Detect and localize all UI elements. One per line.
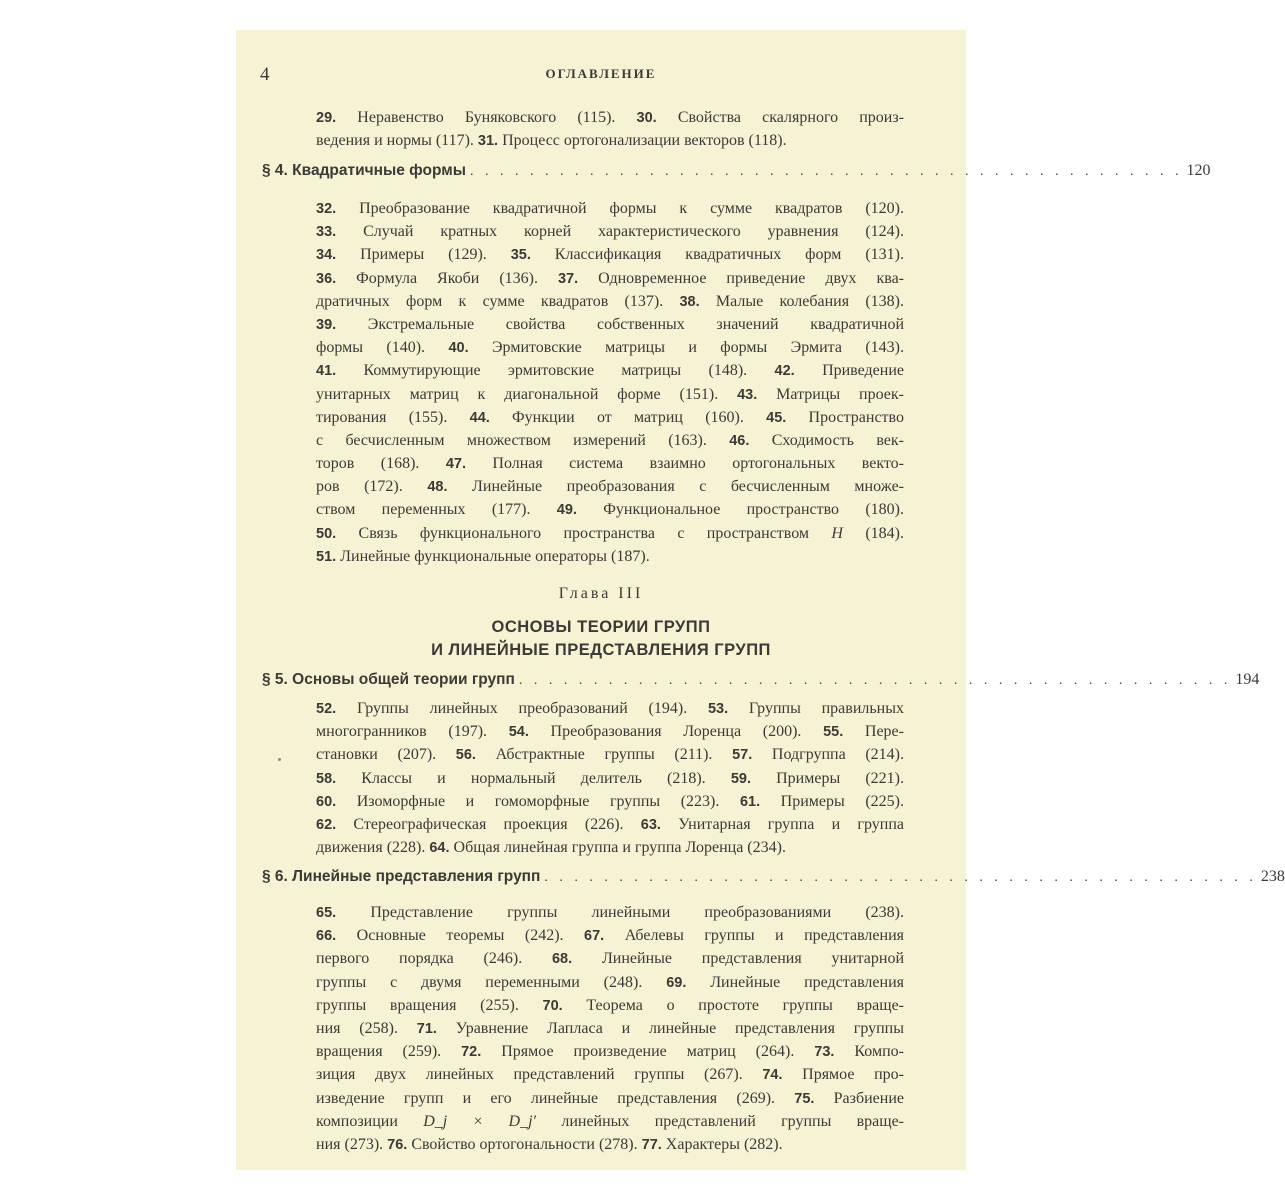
toc-line	[316, 901, 904, 924]
chapter-label: Глава III	[558, 585, 644, 602]
item-text: группы с двумя переменными (248).	[316, 973, 667, 991]
section-heading-quadratic-forms	[262, 162, 1211, 188]
toc-line	[316, 475, 904, 498]
item-text: многогранников (197).	[316, 723, 509, 741]
item-text: зиция двух линейных представлений группы (267).	[316, 1066, 763, 1084]
item-text: тирования (155).	[316, 408, 470, 426]
item-number: 63.	[640, 816, 661, 833]
item-number: 38.	[679, 293, 700, 310]
book-page	[236, 30, 1285, 1170]
item-number: 29.	[316, 110, 337, 126]
item-number: 37.	[557, 270, 579, 287]
leader-dots: . . . . . . . . . . . . . . . . . . . . . . . . . . . . . . . . . . . . . . . . . . . . . . . .	[518, 673, 1232, 688]
toc-line	[316, 743, 904, 766]
item-text: Одновременное приведение двух ква-	[578, 269, 904, 287]
item-number: 41.	[316, 363, 337, 380]
item-number: 75.	[794, 1090, 815, 1107]
toc-line	[316, 1063, 904, 1086]
math-symbol: D_j × D_j′	[423, 1112, 537, 1130]
item-text: Подгруппа (214).	[752, 746, 905, 764]
item-text: Разбиение	[814, 1089, 905, 1107]
item-text: Примеры (129).	[336, 246, 511, 264]
item-number: 40.	[448, 340, 469, 357]
item-text: Малые колебания (138).	[699, 292, 904, 310]
toc-line	[316, 406, 904, 429]
toc-line	[316, 197, 904, 220]
item-text: Группы правильных	[728, 700, 904, 717]
toc-line	[316, 947, 904, 970]
page-number: 4	[260, 64, 270, 85]
item-text: Сходимость век-	[749, 431, 904, 449]
section-page: 120	[1186, 162, 1211, 179]
item-number: 67.	[584, 928, 605, 945]
item-number: 47.	[445, 456, 466, 473]
item-text: Прямое произведение матриц (264).	[481, 1043, 815, 1061]
chapter-title-line-2: И ЛИНЕЙНЫЕ ПРЕДСТАВЛЕНИЯ ГРУПП	[431, 641, 771, 659]
item-number: 71.	[416, 1020, 437, 1037]
item-number: 56.	[455, 747, 476, 764]
item-text: становки (207).	[316, 746, 456, 764]
item-text: Линейные преобразования с бесчисленным множе-	[447, 478, 904, 496]
item-number: 57.	[732, 747, 753, 764]
item-text: группы вращения (255).	[316, 996, 543, 1014]
section-title: § 5. Основы общей теории групп	[262, 671, 515, 688]
item-text: Унитарная группа и группа	[660, 815, 904, 833]
item-text: торов (168).	[316, 455, 446, 473]
item-number: 44.	[469, 409, 490, 426]
item-number: 42.	[774, 363, 795, 380]
item-text: первого порядка (246).	[316, 950, 552, 968]
section-entries	[316, 901, 904, 1156]
item-text: Общая линейная группа и группа Лоренца (234).	[449, 839, 786, 857]
toc-line	[316, 359, 904, 382]
item-number: 53.	[707, 701, 729, 717]
item-text: Уравнение Лапласа и линейные представления группы	[436, 1019, 904, 1037]
toc-line	[316, 924, 904, 947]
item-text: (184).	[842, 524, 905, 542]
item-text: изведение групп и его линейные представления (269).	[316, 1089, 795, 1107]
item-number: 31.	[477, 133, 499, 150]
running-title: ОГЛАВЛЕНИЕ	[545, 66, 657, 81]
toc-line	[316, 836, 904, 859]
item-number: 52.	[316, 701, 337, 717]
item-text: Характеры (282).	[661, 1135, 783, 1153]
leader-dots: . . . . . . . . . . . . . . . . . . . . . . . . . . . . . . . . . . . . . . . . . . . . . . . .	[544, 870, 1257, 885]
item-text: ния (258).	[316, 1019, 417, 1037]
item-text: с бесчисленным множеством измерений (163).	[316, 431, 730, 449]
item-text: Пространство	[786, 408, 904, 426]
item-text: движения (228).	[316, 839, 430, 857]
item-number: 59.	[730, 770, 751, 787]
item-text: Прямое про-	[782, 1066, 904, 1084]
toc-line	[316, 336, 904, 359]
section-heading-representations	[262, 868, 1285, 894]
item-number: 49.	[556, 502, 577, 519]
item-text: линейных представлений группы враще-	[536, 1112, 904, 1130]
item-text: формы (140).	[316, 339, 449, 357]
item-text: дратичных форм к сумме квадратов (137).	[316, 292, 680, 310]
item-text: ством переменных (177).	[316, 501, 557, 519]
toc-line	[316, 220, 904, 243]
item-text: композиции	[316, 1112, 424, 1130]
item-number: 60.	[316, 793, 337, 810]
item-text: унитарных матриц к диагональной форме (151).	[316, 385, 738, 403]
leader-dots: . . . . . . . . . . . . . . . . . . . . . . . . . . . . . . . . . . . . . . . . . . . . . . . .	[469, 164, 1183, 179]
item-number: 74.	[762, 1067, 783, 1084]
item-text: Случай кратных корней характеристического уравнения (124).	[336, 223, 904, 241]
toc-line	[316, 498, 904, 521]
item-text: вращения (259).	[316, 1043, 462, 1061]
chapter-title-line-1: ОСНОВЫ ТЕОРИИ ГРУПП	[491, 618, 711, 636]
item-number: 46.	[729, 432, 750, 449]
toc-line	[316, 971, 904, 994]
item-text: Неравенство Буняковского (115).	[336, 109, 637, 126]
math-symbol: H	[831, 524, 843, 542]
item-number: 77.	[641, 1136, 662, 1153]
toc-line	[316, 545, 904, 568]
item-text: Экстремальные свойства собственных значений квадратичной	[336, 315, 904, 333]
item-text: Абелевы группы и представления	[604, 927, 904, 945]
section-page: 238	[1260, 868, 1285, 885]
item-text: Процесс ортогонализации векторов (118).	[498, 132, 787, 150]
section-entries	[316, 197, 904, 568]
item-text: Классы и нормальный делитель (218).	[336, 769, 731, 787]
item-text: Пере-	[843, 723, 904, 741]
section-page: 194	[1235, 671, 1260, 688]
item-text: Связь функционального пространства с пространством	[336, 524, 832, 542]
item-number: 32.	[316, 201, 337, 217]
item-number: 36.	[316, 270, 337, 287]
toc-line	[316, 1133, 904, 1156]
toc-line	[316, 697, 904, 720]
toc-line	[316, 1110, 904, 1133]
item-text: ров (172).	[316, 478, 428, 496]
item-text: Приведение	[794, 362, 905, 380]
toc-line	[316, 720, 904, 743]
item-number: 61.	[739, 793, 761, 810]
section-title: § 4. Квадратичные формы	[262, 162, 466, 179]
section-heading-group-theory	[262, 671, 1260, 697]
item-number: 58.	[316, 770, 337, 787]
section-title: § 6. Линейные представления групп	[262, 868, 541, 885]
toc-line	[316, 106, 904, 129]
item-number: 34.	[316, 247, 337, 264]
item-number: 65.	[316, 905, 337, 921]
item-text: Компо-	[834, 1043, 904, 1061]
item-text: Коммутирующие эрмитовские матрицы (148).	[336, 362, 775, 380]
item-number: 50.	[316, 525, 337, 542]
item-text: ведения и нормы (117).	[316, 132, 478, 150]
item-text: Матрицы проек-	[757, 385, 904, 403]
item-number: 55.	[823, 724, 844, 741]
toc-line	[316, 790, 904, 813]
toc-line	[316, 243, 904, 266]
item-number: 33.	[316, 224, 337, 241]
item-number: 35.	[510, 247, 531, 264]
toc-line	[316, 1017, 904, 1040]
item-number: 66.	[316, 928, 337, 945]
item-text: Функциональное пространство (180).	[576, 501, 904, 519]
item-number: 51.	[316, 548, 337, 565]
toc-line	[316, 267, 904, 290]
item-text: ния (273).	[316, 1135, 388, 1153]
item-number: 39.	[316, 316, 337, 333]
item-text: Изоморфные и гомоморфные группы (223).	[336, 792, 740, 810]
item-number: 54.	[508, 724, 529, 741]
toc-line	[316, 429, 904, 452]
item-number: 45.	[766, 409, 787, 426]
running-header	[236, 64, 966, 94]
item-text: Преобразования Лоренца (200).	[528, 723, 824, 741]
item-number: 43.	[737, 386, 758, 403]
toc-line	[316, 813, 904, 836]
item-text: Преобразование квадратичной формы к сумме квадратов (120).	[336, 200, 904, 217]
toc-line	[316, 994, 904, 1017]
toc-line	[316, 383, 904, 406]
item-text: Классификация квадратичных форм (131).	[530, 246, 905, 264]
item-text: Представление группы линейными преобразованиями (238).	[336, 904, 904, 921]
toc-line	[316, 522, 904, 545]
item-text: Формула Якоби (136).	[336, 269, 558, 287]
continuation-entries	[316, 106, 904, 152]
section-entries	[316, 697, 904, 859]
item-text: Примеры (225).	[760, 792, 904, 810]
item-text: Основные теоремы (242).	[336, 927, 585, 945]
item-number: 73.	[814, 1044, 835, 1061]
item-text: Теорема о простоте группы враще-	[562, 996, 905, 1014]
toc-line	[316, 1040, 904, 1063]
item-text: Примеры (221).	[750, 769, 905, 787]
item-text: Полная система взаимно ортогональных векто-	[466, 455, 904, 473]
toc-line	[316, 313, 904, 336]
item-text: Свойство ортогональности (278).	[407, 1135, 642, 1153]
item-text: Эрмитовские матрицы и формы Эрмита (143).	[468, 339, 904, 357]
toc-line	[316, 129, 904, 152]
item-number: 30.	[636, 110, 657, 126]
item-text: Функции от матриц (160).	[489, 408, 767, 426]
item-number: 68.	[551, 951, 573, 968]
item-text: Группы линейных преобразований (194).	[336, 700, 708, 717]
item-text: Линейные функциональные операторы (187).	[336, 547, 650, 565]
toc-line	[316, 1087, 904, 1110]
item-number: 69.	[666, 974, 687, 991]
item-number: 48.	[427, 479, 448, 496]
toc-line	[316, 767, 904, 790]
item-number: 72.	[461, 1044, 482, 1061]
toc-line	[316, 290, 904, 313]
item-text: Свойства скалярного произ-	[656, 109, 904, 126]
item-number: 62.	[316, 816, 337, 833]
item-number: 76.	[387, 1136, 408, 1153]
item-text: Стереографическая проекция (226).	[336, 815, 641, 833]
paper-fleck	[278, 758, 281, 761]
item-text: Линейные представления	[686, 973, 904, 991]
item-number: 64.	[429, 840, 450, 857]
toc-line	[316, 452, 904, 475]
item-text: Абстрактные группы (211).	[475, 746, 733, 764]
item-text: Линейные представления унитарной	[572, 950, 905, 968]
item-number: 70.	[542, 997, 563, 1014]
